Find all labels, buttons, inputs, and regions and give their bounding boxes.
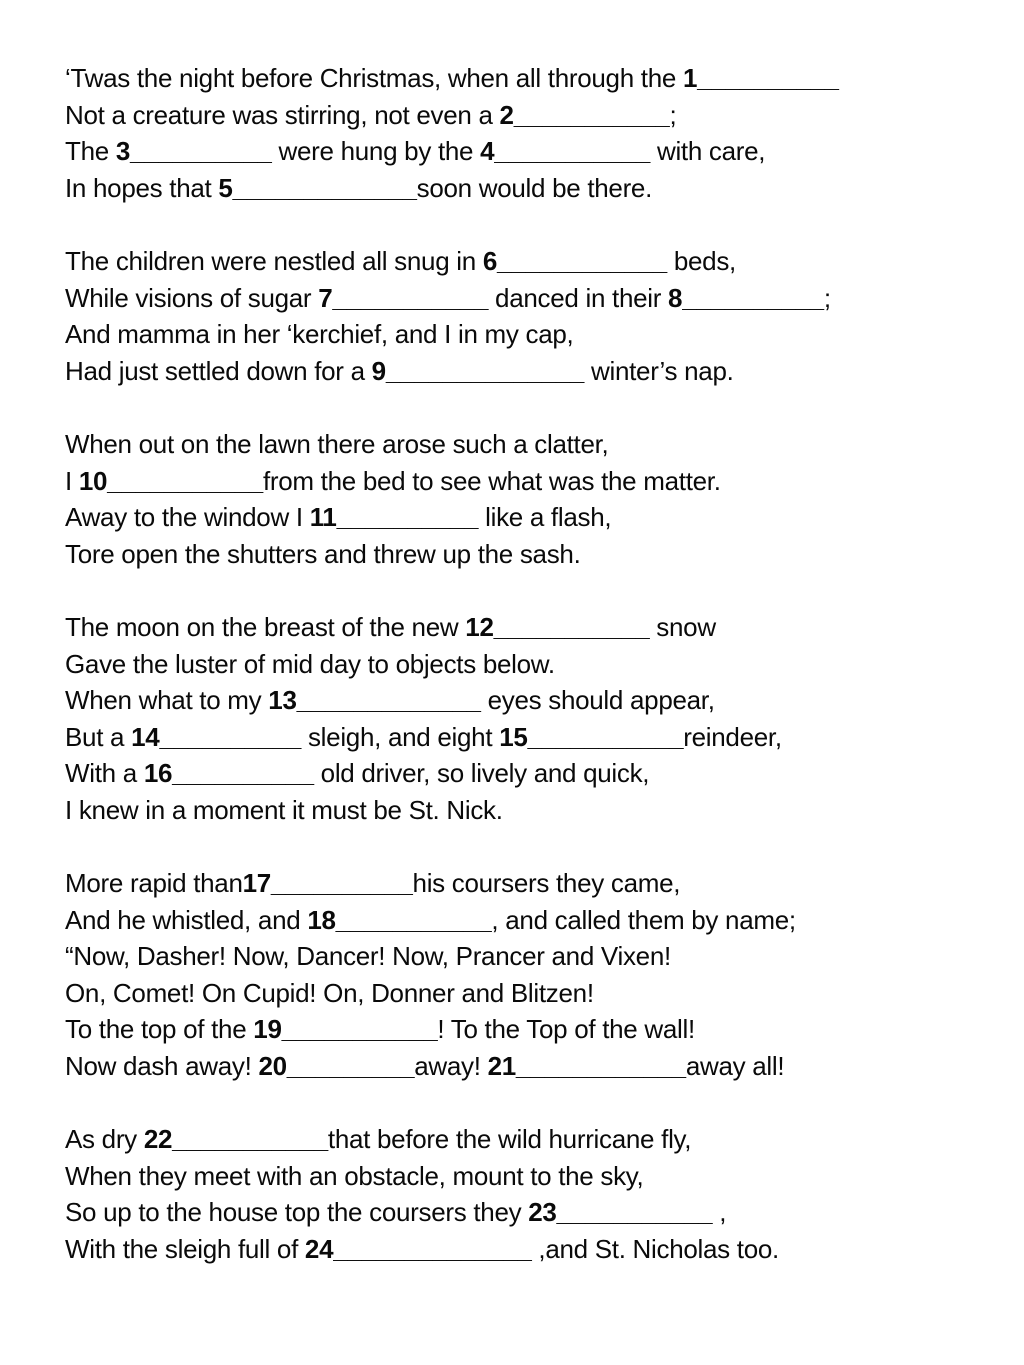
poem-text-segment: But a [65, 721, 132, 752]
poem-text-segment: like a flash, [478, 502, 612, 533]
poem-line [65, 499, 984, 536]
poem-line [65, 792, 984, 829]
poem-line [65, 865, 984, 902]
poem-text-segment: his coursers they came, [412, 868, 681, 899]
poem-line [65, 975, 984, 1012]
blank-6: 6____________ [482, 245, 667, 276]
poem-line [65, 60, 984, 97]
poem-text-segment: from the bed to see what was the matter. [262, 465, 721, 496]
poem-text-segment: And he whistled, and [65, 904, 308, 935]
poem-text-segment: The [65, 136, 116, 167]
poem-line [65, 1194, 984, 1231]
poem-text-segment: Away to the window I [65, 502, 310, 533]
blank-11: 11__________ [309, 502, 479, 533]
poem-text-segment: reindeer, [683, 721, 782, 752]
poem-line [65, 719, 984, 756]
poem-line [65, 463, 984, 500]
poem-line [65, 97, 984, 134]
blank-17: 17__________ [242, 868, 413, 899]
poem-line [65, 280, 984, 317]
poem-text-segment: sleigh, and eight [301, 721, 500, 752]
poem-text-segment: ! To the Top of the wall! [437, 1014, 695, 1045]
poem-text-segment: that before the wild hurricane fly, [327, 1124, 692, 1155]
blank-18: 18___________ [307, 904, 492, 935]
poem-text-segment: Had just settled down for a [65, 355, 372, 386]
poem-line [65, 1231, 984, 1268]
poem-line [65, 682, 984, 719]
blank-10: 10___________ [78, 465, 263, 496]
stanza-1 [65, 60, 984, 206]
blank-21: 21____________ [487, 1051, 686, 1082]
stanza-3 [65, 426, 984, 572]
poem-text-segment: When they meet with an obstacle, mount to the sky, [65, 1160, 644, 1191]
poem-line [65, 353, 984, 390]
poem-line [65, 133, 984, 170]
poem-text-segment: eyes should appear, [480, 685, 715, 716]
poem-text-segment: Tore open the shutters and threw up the sash. [65, 538, 581, 569]
poem-text-segment: soon would be there. [416, 172, 653, 203]
poem-line [65, 536, 984, 573]
stanza-4 [65, 609, 984, 829]
blank-22: 22___________ [143, 1124, 328, 1155]
poem-text-segment: I knew in a moment it must be St. Nick. [65, 794, 503, 825]
poem-text-segment: away all! [685, 1051, 785, 1082]
poem-text-segment: On, Comet! On Cupid! On, Donner and Blitzen! [65, 977, 594, 1008]
poem-text-segment: , and called them by name; [491, 904, 796, 935]
blank-15: 15___________ [499, 721, 684, 752]
poem-line [65, 755, 984, 792]
poem-text-segment: I [65, 465, 79, 496]
poem-text-segment: As dry [65, 1124, 144, 1155]
poem-text-segment: And mamma in her ‘kerchief, and I in my cap, [65, 319, 574, 350]
poem-text-segment: Now dash away! [65, 1051, 259, 1082]
poem-line [65, 426, 984, 463]
blank-20: 20_________ [258, 1051, 415, 1082]
poem-text-segment: Gave the luster of mid day to objects below. [65, 648, 555, 679]
blank-19: 19___________ [253, 1014, 438, 1045]
blank-3: 3__________ [115, 136, 272, 167]
poem-text-segment: When what to my [65, 685, 269, 716]
poem-line [65, 938, 984, 975]
poem-text-segment: snow [649, 611, 716, 642]
blank-9: 9______________ [371, 355, 585, 386]
poem-text-segment: with care, [650, 136, 766, 167]
blank-4: 4___________ [480, 136, 651, 167]
poem-line [65, 170, 984, 207]
blank-7: 7___________ [318, 282, 489, 313]
poem-line [65, 902, 984, 939]
poem-text-segment: ‘Twas the night before Christmas, when all through the [65, 63, 683, 93]
stanza-5 [65, 865, 984, 1085]
poem-text-segment: “Now, Dasher! Now, Dancer! Now, Prancer and Vixen! [65, 941, 671, 972]
poem-line [65, 609, 984, 646]
poem-text-segment: Not a creature was stirring, not even a [65, 99, 500, 130]
poem-text-segment: away! [414, 1051, 488, 1082]
stanza-6 [65, 1121, 984, 1267]
poem-text-segment: danced in their [488, 282, 669, 313]
poem-line [65, 1158, 984, 1195]
poem-line [65, 1048, 984, 1085]
poem-text-segment: So up to the house top the coursers they [65, 1197, 529, 1228]
poem-text-segment: , [712, 1197, 727, 1228]
poem-line [65, 243, 984, 280]
poem-text-segment: The moon on the breast of the new [65, 611, 466, 642]
blank-14: 14__________ [131, 721, 302, 752]
blank-2: 2___________ [499, 99, 670, 130]
blank-16: 16__________ [143, 758, 314, 789]
stanza-2 [65, 243, 984, 389]
poem-text-segment: To the top of the [65, 1014, 254, 1045]
blank-5: 5_____________ [218, 172, 417, 203]
poem-line [65, 646, 984, 683]
poem-text-segment: winter’s nap. [584, 355, 734, 386]
poem-text-segment: More rapid than [65, 868, 243, 899]
poem-text-segment: were hung by the [271, 136, 481, 167]
blank-13: 13_____________ [268, 685, 481, 716]
poem-text-segment: old driver, so lively and quick, [313, 758, 650, 789]
poem-text-segment: ; [669, 99, 677, 130]
poem-line [65, 1121, 984, 1158]
poem-text-segment: When out on the lawn there arose such a clatter, [65, 428, 609, 459]
poem-text-segment: With a [65, 758, 144, 789]
poem-text-segment: ,and St. Nicholas too. [531, 1234, 779, 1264]
blank-1: 1__________ [682, 63, 839, 93]
poem-text-segment: ; [823, 282, 831, 313]
poem [65, 60, 984, 1268]
poem-text-segment: While visions of sugar [65, 282, 319, 313]
poem-text-segment: With the sleigh full of [65, 1234, 305, 1264]
blank-24: 24______________ [304, 1234, 532, 1264]
poem-line [65, 316, 984, 353]
poem-text-segment: The children were nestled all snug in [65, 245, 483, 276]
poem-text-segment: beds, [666, 245, 736, 276]
blank-8: 8__________ [668, 282, 824, 313]
poem-text-segment: In hopes that [65, 172, 219, 203]
poem-line [65, 1011, 984, 1048]
blank-12: 12___________ [465, 611, 650, 642]
blank-23: 23___________ [528, 1197, 713, 1228]
